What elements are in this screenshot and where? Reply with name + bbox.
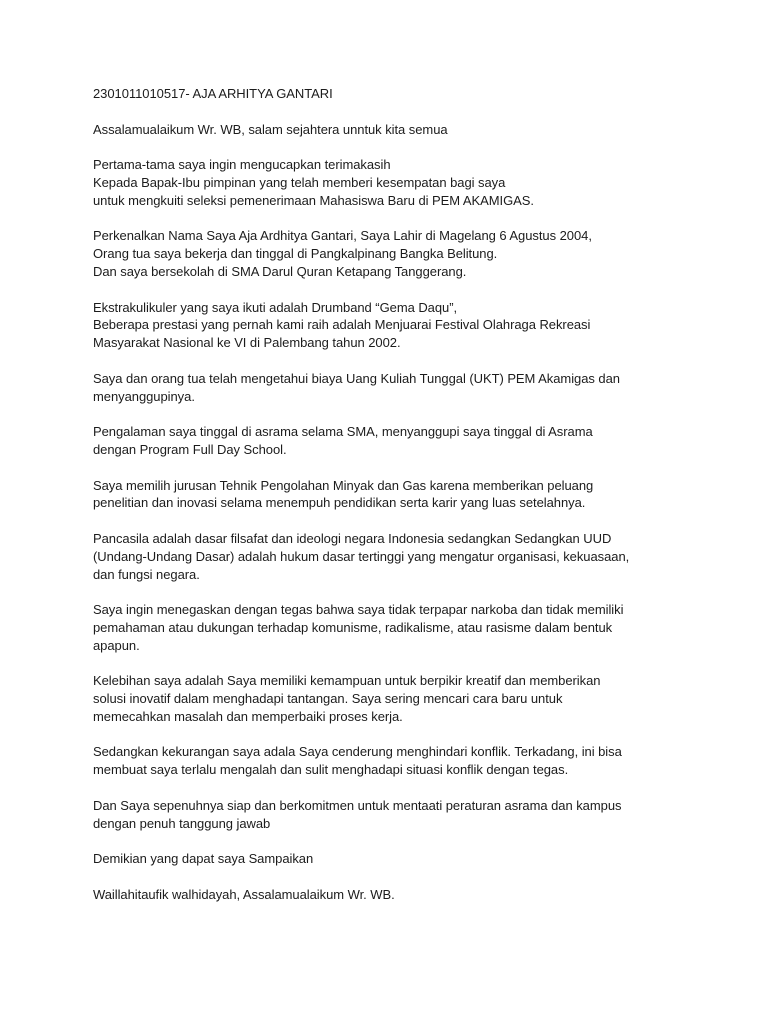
major-choice-paragraph [93, 477, 693, 513]
text-line: membuat saya terlalu mengalah dan sulit menghadapi situasi konflik dengan tegas. [93, 762, 569, 778]
text-line: Orang tua saya bekerja dan tinggal di Pangkalpinang Bangka Belitung. [93, 246, 498, 262]
text-line: Perkenalkan Nama Saya Aja Ardhitya Gantari, Saya Lahir di Magelang 6 Agustus 2004, [93, 228, 592, 244]
text-line: memecahkan masalah dan memperbaiki proses kerja. [93, 708, 403, 724]
text-line: Waillahitaufik walhidayah, Assalamualaikum Wr. WB. [93, 886, 395, 902]
farewell-paragraph [93, 886, 693, 904]
text-line: Beberapa prestasi yang pernah kami raih adalah Menjuarai Festival Olahraga Rekreasi [93, 317, 591, 333]
extracurricular-paragraph [93, 299, 693, 352]
text-line: (Undang-Undang Dasar) adalah hukum dasar tertinggi yang mengatur organisasi, kekuasaan, [93, 548, 630, 564]
introduction-paragraph [93, 227, 693, 280]
opening-paragraph [93, 156, 693, 209]
weaknesses-paragraph [93, 743, 693, 779]
text-line: Dan Saya sepenuhnya siap dan berkomitmen untuk mentaati peraturan asrama dan kampus [93, 797, 622, 813]
text-line: untuk mengkuiti seleksi pemenerimaan Mahasiswa Baru di PEM AKAMIGAS. [93, 192, 534, 208]
text-line: dan fungsi negara. [93, 566, 200, 582]
text-line: Pengalaman saya tinggal di asrama selama SMA, menyanggupi saya tinggal di Asrama [93, 424, 593, 440]
text-line: Saya ingin menegaskan dengan tegas bahwa saya tidak terpapar narkoba dan tidak memiliki [93, 602, 624, 618]
closing-paragraph [93, 850, 693, 868]
text-line: Saya memilih jurusan Tehnik Pengolahan Minyak dan Gas karena memberikan peluang [93, 477, 594, 493]
text-line: pemahaman atau dukungan terhadap komunisme, radikalisme, atau rasisme dalam bentuk [93, 619, 613, 635]
header-line [93, 85, 693, 103]
text-line: solusi inovatif dalam menghadapi tantangan. Saya sering mencari cara baru untuk [93, 691, 563, 707]
text-line: Sedangkan kekurangan saya adala Saya cenderung menghindari konflik. Terkadang, ini bisa [93, 744, 622, 760]
text-line: 2301011010517- AJA ARHITYA GANTARI [93, 86, 333, 101]
pancasila-paragraph [93, 530, 693, 583]
text-line: dengan penuh tanggung jawab [93, 815, 271, 831]
text-line: Demikian yang dapat saya Sampaikan [93, 851, 314, 867]
text-line: Kelebihan saya adalah Saya memiliki kemampuan untuk berpikir kreatif dan memberikan [93, 673, 601, 689]
text-line: Pancasila adalah dasar filsafat dan ideologi negara Indonesia sedangkan Sedangkan UUD [93, 530, 612, 546]
text-line: Dan saya bersekolah di SMA Darul Quran Ketapang Tanggerang. [93, 263, 467, 279]
text-line: menyanggupinya. [93, 388, 195, 404]
text-line: penelitian dan inovasi selama menempuh pendidikan serta karir yang luas setelahnya. [93, 495, 586, 511]
document-body [93, 85, 693, 921]
greeting-paragraph [93, 121, 693, 139]
strengths-paragraph [93, 672, 693, 725]
text-line: dengan Program Full Day School. [93, 441, 287, 457]
dormitory-paragraph [93, 423, 693, 459]
text-line: apapun. [93, 637, 140, 653]
text-line: Ekstrakulikuler yang saya ikuti adalah Drumband “Gema Daqu”, [93, 299, 458, 315]
text-line: Saya dan orang tua telah mengetahui biaya Uang Kuliah Tunggal (UKT) PEM Akamigas dan [93, 370, 620, 386]
text-line: Kepada Bapak-Ibu pimpinan yang telah memberi kesempatan bagi saya [93, 174, 506, 190]
text-line: Pertama-tama saya ingin mengucapkan terimakasih [93, 157, 391, 173]
text-line: Masyarakat Nasional ke VI di Palembang tahun 2002. [93, 335, 401, 351]
tuition-paragraph [93, 370, 693, 406]
text-line: Assalamualaikum Wr. WB, salam sejahtera unntuk kita semua [93, 121, 448, 137]
declaration-paragraph [93, 601, 693, 654]
commitment-paragraph [93, 797, 693, 833]
